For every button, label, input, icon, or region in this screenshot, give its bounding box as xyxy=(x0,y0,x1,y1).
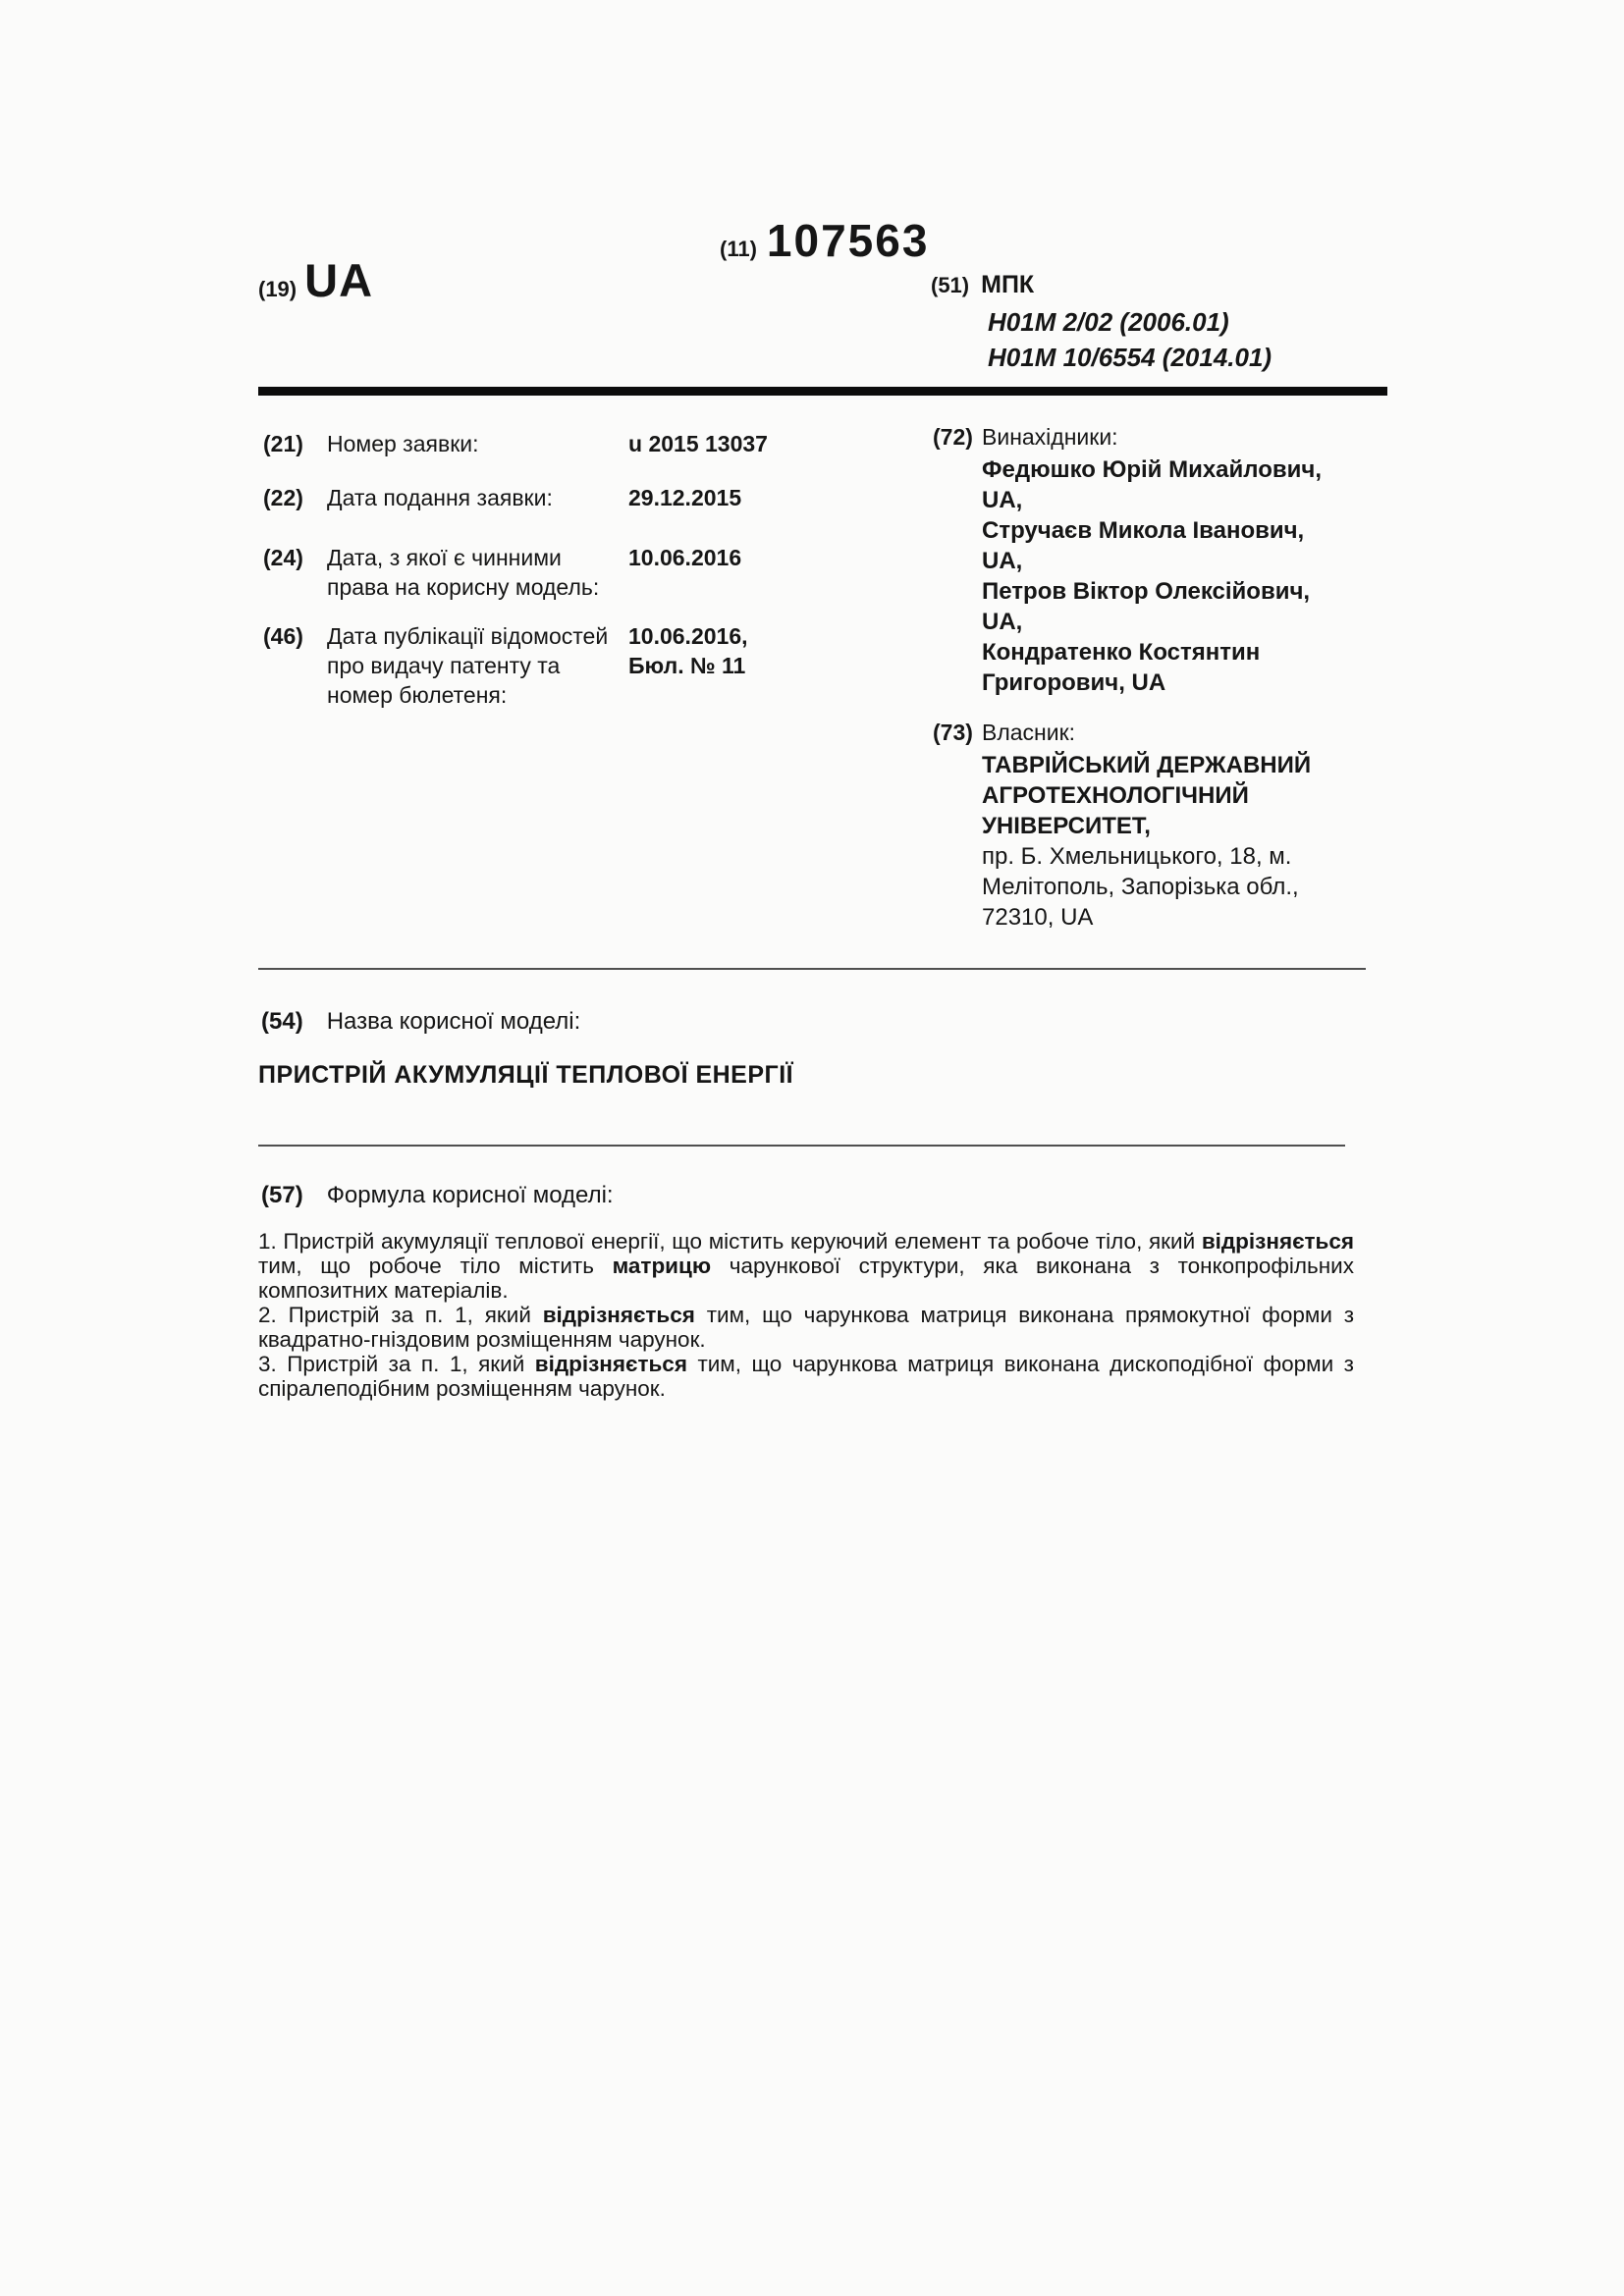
field-row-22 xyxy=(263,483,741,512)
publication-number xyxy=(720,215,930,266)
owner-name-line: ТАВРІЙСЬКИЙ ДЕРЖАВНИЙ xyxy=(982,752,1312,778)
field-label xyxy=(327,483,628,512)
owner-address-line: пр. Б. Хмельницького, 18, м. xyxy=(982,843,1292,870)
ipc-block xyxy=(931,271,1272,375)
inid-code-51: (51) xyxy=(931,273,970,297)
field-value xyxy=(628,621,748,680)
field-label-line: Дата публікації відомостей xyxy=(327,623,609,649)
claim-paragraph-1 xyxy=(258,1229,1354,1303)
inventor-lines xyxy=(982,454,1322,698)
claim-paragraph-2 xyxy=(258,1303,1354,1352)
inventors-label: Винахідники: xyxy=(982,424,1118,450)
claim-emphasis: відрізняється xyxy=(542,1303,695,1327)
field-inid-code: (21) xyxy=(263,431,303,456)
owner-address-line: 72310, UA xyxy=(982,904,1094,931)
country-code-block xyxy=(258,254,374,306)
field-label-line: Дата подання заявки: xyxy=(327,485,553,510)
field-value xyxy=(628,483,741,512)
ipc-header xyxy=(931,271,1272,299)
field-value-line: 10.06.2016 xyxy=(628,545,742,570)
field-label-line: номер бюлетеня: xyxy=(327,682,508,708)
claim-emphasis: відрізняється xyxy=(534,1352,687,1376)
inventor-line: UA, xyxy=(982,548,1023,574)
title-section-header xyxy=(261,1007,580,1037)
owner-header xyxy=(933,718,1311,747)
section-rule-bottom xyxy=(258,1145,1345,1147)
field-label xyxy=(327,429,628,458)
inventors-block xyxy=(933,422,1322,698)
inventor-line: UA, xyxy=(982,487,1023,513)
field-inid-code: (46) xyxy=(263,623,303,649)
owner-label: Власник: xyxy=(982,720,1076,745)
owner-name-line: УНІВЕРСИТЕТ, xyxy=(982,813,1151,839)
inid-code-19: (19) xyxy=(258,277,298,301)
claim-paragraph-3 xyxy=(258,1352,1354,1401)
ipc-entry: H01M 2/02 (2006.01) xyxy=(988,307,1229,337)
claims-section-header xyxy=(261,1181,614,1210)
inventor-line: Федюшко Юрій Михайлович, xyxy=(982,456,1322,483)
owner-lines xyxy=(982,750,1311,933)
field-value-line: 10.06.2016, xyxy=(628,623,748,649)
ipc-label: МПК xyxy=(981,271,1035,298)
field-value-line: u 2015 13037 xyxy=(628,431,768,456)
field-label xyxy=(327,543,628,602)
field-label-line: про видачу патенту та xyxy=(327,653,561,678)
claims-section-label: Формула корисної моделі: xyxy=(326,1182,614,1208)
field-row-46 xyxy=(263,621,748,710)
field-value xyxy=(628,543,741,572)
claim-text-segment: тим, що чарункова матриця виконана дископодібної форми з спіралеподібним розміщенням чарунок. xyxy=(258,1352,1355,1401)
section-rule-top xyxy=(258,968,1366,970)
inventor-line: Кондратенко Костянтин xyxy=(982,639,1261,666)
country-value: UA xyxy=(304,254,374,306)
inid-code-72: (72) xyxy=(933,424,973,450)
ipc-entries xyxy=(988,304,1272,375)
inventor-line: Петров Віктор Олексійович, xyxy=(982,578,1311,605)
claim-emphasis: відрізняється xyxy=(1201,1229,1354,1254)
inid-code-54: (54) xyxy=(261,1008,303,1035)
publication-number-value: 107563 xyxy=(766,215,930,266)
inventor-line: Стручаєв Микола Іванович, xyxy=(982,517,1305,544)
inid-code-11: (11) xyxy=(720,237,757,261)
header-separator-bar xyxy=(258,387,1387,396)
inid-code-57: (57) xyxy=(261,1182,303,1208)
claim-text-segment: 3. Пристрій за п. 1, який xyxy=(258,1352,535,1376)
claim-text-segment: тим, що чарункова матриця виконана прямокутної форми з квадратно-гніздовим розміщенням чарунок. xyxy=(258,1303,1355,1352)
field-value xyxy=(628,429,768,458)
inid-code-73: (73) xyxy=(933,720,973,745)
inventor-line: Григорович, UA xyxy=(982,669,1166,696)
field-label-line: права на корисну модель: xyxy=(327,574,600,600)
owner-address-line: Мелітополь, Запорізька обл., xyxy=(982,874,1299,900)
field-inid-code: (24) xyxy=(263,545,303,570)
title-section-label: Назва корисної моделі: xyxy=(326,1008,581,1035)
ipc-entry: H01M 10/6554 (2014.01) xyxy=(988,343,1272,372)
field-label-line: Дата, з якої є чинними xyxy=(327,545,562,570)
claim-emphasis: матрицю xyxy=(612,1254,712,1278)
field-value-line: 29.12.2015 xyxy=(628,485,742,510)
owner-name-line: АГРОТЕХНОЛОГІЧНИЙ xyxy=(982,782,1249,809)
inventor-line: UA, xyxy=(982,609,1023,635)
field-row-24 xyxy=(263,543,741,602)
claims-text xyxy=(258,1229,1354,1401)
field-label xyxy=(327,621,628,710)
field-value-line: Бюл. № 11 xyxy=(628,653,746,678)
field-row-21 xyxy=(263,429,768,458)
field-inid-code: (22) xyxy=(263,485,303,510)
field-label-line: Номер заявки: xyxy=(327,431,479,456)
claim-text-segment: 2. Пристрій за п. 1, який xyxy=(258,1303,543,1327)
inventors-header xyxy=(933,422,1322,452)
owner-block xyxy=(933,718,1311,933)
claim-text-segment: тим, що робоче тіло містить xyxy=(258,1254,613,1278)
claim-text-segment: 1. Пристрій акумуляції теплової енергії, що містить керуючий елемент та робоче тіло, який xyxy=(258,1229,1202,1254)
claim-text-segment: чарункової структури, яка виконана з тонкопрофільних композитних матеріалів. xyxy=(258,1254,1354,1303)
utility-model-title: ПРИСТРІЙ АКУМУЛЯЦІЇ ТЕПЛОВОЇ ЕНЕРГІЇ xyxy=(258,1061,794,1089)
